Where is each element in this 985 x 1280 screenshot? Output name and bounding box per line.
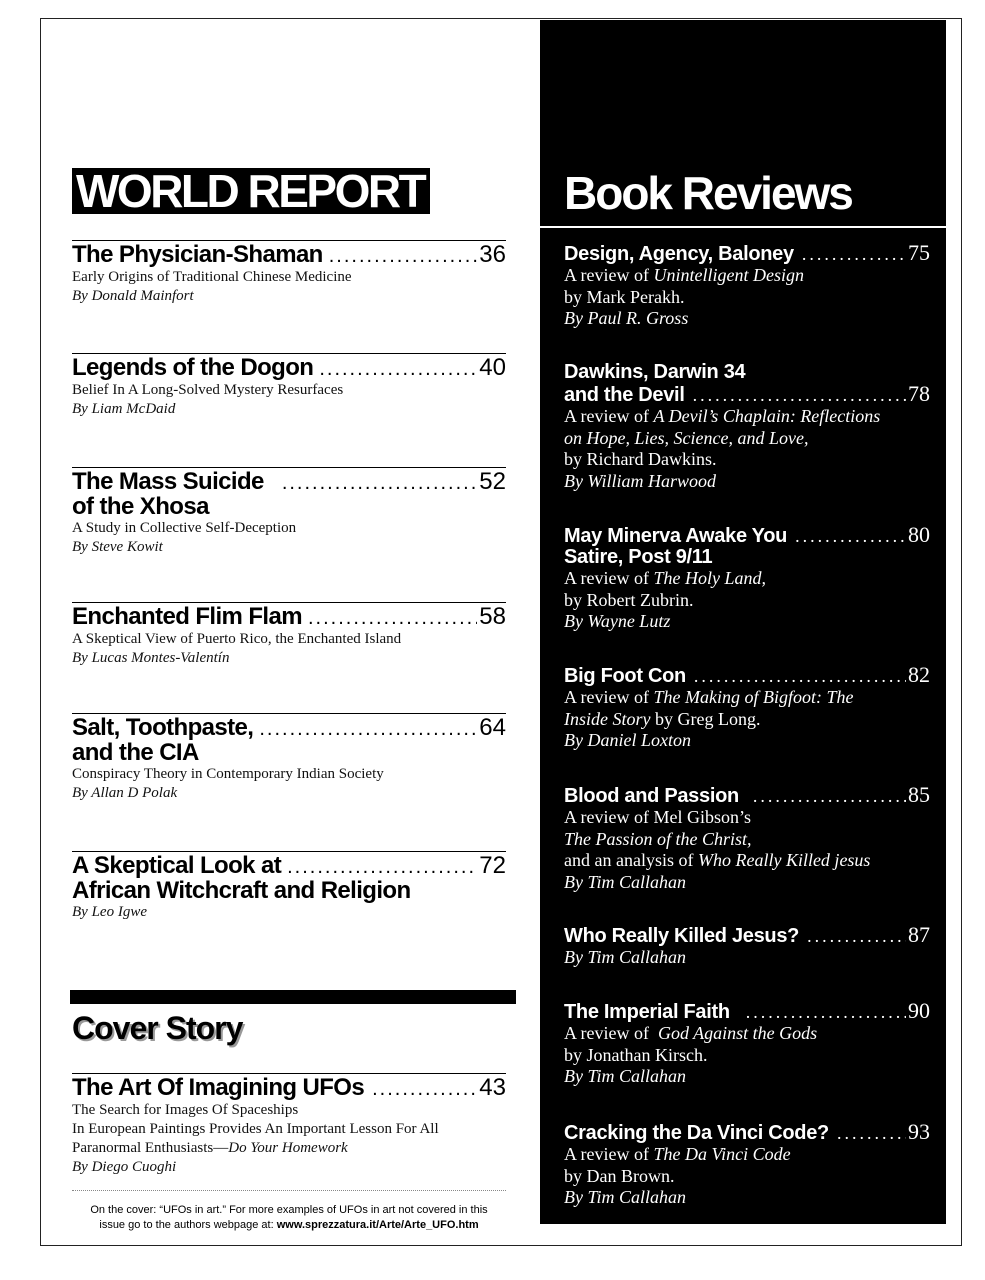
page-number: 64 [479, 714, 506, 741]
article-entry[interactable] [72, 240, 506, 306]
article-subtitle: A Study in Collective Self-Deception [72, 520, 297, 536]
article-subtitle: Conspiracy Theory in Contemporary Indian Society [72, 766, 384, 782]
article-title: The Physician-Shaman [72, 241, 323, 268]
world-report-column [72, 160, 506, 1231]
book-title: Who Really Killed jesus [697, 850, 871, 870]
article-title: Legends of the Dogon [72, 354, 314, 381]
article-entry[interactable] [72, 602, 506, 668]
review-title-line2: Satire, Post 9/11 [564, 546, 713, 568]
page-number: 52 [479, 468, 506, 495]
page-number: 93 [908, 1119, 930, 1144]
divider [540, 226, 946, 228]
page-number: 90 [908, 998, 930, 1023]
review-entry[interactable]: The Imperial Faith ..... 90 A review of God Against the Gods by Jonathan Kirsch. By Tim Callahan [564, 1000, 930, 1088]
review-title: Blood and Passion [564, 785, 739, 807]
article-title: The Mass Suicide [72, 468, 264, 495]
review-entry[interactable]: Cracking the Da Vinci Code? ..... 93 A review of The Da Vinci Code by Dan Brown. By Tim Callahan [564, 1121, 930, 1209]
article-author: By Liam McDaid [72, 401, 176, 417]
article-author: By Allan D Polak [72, 785, 178, 801]
cover-note [72, 1190, 506, 1233]
page-number: 85 [908, 782, 930, 807]
cover-note-url[interactable]: www.sprezzatura.it/Arte/Arte_UFO.htm [276, 1219, 479, 1231]
page-number: 87 [908, 922, 930, 947]
leader-dots [694, 666, 906, 687]
review-author: By Paul R. Gross [564, 308, 689, 328]
review-author: By Tim Callahan [564, 1066, 687, 1086]
book-author: by Dan Brown. [564, 1165, 675, 1186]
leader-dots [259, 718, 477, 741]
page-number: 82 [908, 662, 930, 687]
article-subtitle: Belief In A Long-Solved Mystery Resurfaces [72, 382, 344, 398]
subtitle-italic: Do Your Homework [228, 1140, 348, 1156]
book-author: by Jonathan Kirsch. [564, 1044, 708, 1065]
leader-dots [795, 526, 906, 547]
page-number: 75 [908, 240, 930, 265]
review-author: By Daniel Loxton [564, 730, 691, 750]
article-title: A Skeptical Look at [72, 852, 282, 879]
page-number: 43 [479, 1074, 506, 1101]
review-line: A review of Mel Gibson’s [564, 807, 751, 827]
leader-dots [308, 607, 477, 630]
cover-note-line1: On the cover: “UFOs in art.” For more examples of UFOs in art not covered in this [90, 1204, 488, 1216]
review-title: Dawkins, Darwin 34 [564, 361, 746, 383]
book-title: Unintelligent Design [653, 265, 804, 285]
page-number: 78 [908, 381, 930, 406]
book-author: by Richard Dawkins. [564, 449, 717, 469]
book-author: by Greg Long. [650, 708, 761, 729]
article-title: Salt, Toothpaste, [72, 714, 254, 741]
book-title: The Da Vinci Code [653, 1144, 791, 1164]
article-author: By Steve Kowit [72, 539, 163, 555]
book-title: The Holy Land, [653, 568, 766, 588]
review-title-line2: and the Devil [564, 384, 685, 406]
review-title: Who Really Killed Jesus? [564, 925, 800, 947]
page-number: 58 [479, 603, 506, 630]
review-entry[interactable]: Dawkins, Darwin 34 and the Devil ..... 78 A review of A Devil’s Chaplain: Reflections on Hope, Lies, Science, and Love, by Richard Dawkins. By William Harwood [564, 362, 930, 492]
review-entry[interactable]: Big Foot Con ..... 82 A review of The Making of Bigfoot: The Inside Story by Greg Long. By Daniel Loxton [564, 664, 930, 752]
article-author: By Leo Igwe [72, 904, 147, 920]
cover-note-line2: issue go to the authors webpage at: www.sprezzatura.it/Arte/Arte_UFO.htm [99, 1219, 479, 1231]
article-title: Enchanted Flim Flam [72, 603, 302, 630]
article-subtitle: A Skeptical View of Puerto Rico, the Enchanted Island [72, 631, 402, 647]
review-title: Cracking the Da Vinci Code? [564, 1122, 829, 1144]
page-number: 36 [479, 241, 506, 268]
review-entry[interactable]: Design, Agency, Baloney ..... 75 A review of Unintelligent Design by Mark Perakh. By Paul R. Gross [564, 242, 930, 330]
review-author: By William Harwood [564, 470, 716, 491]
leader-dots [329, 245, 478, 268]
leader-dots [746, 1002, 906, 1023]
article-author: By Diego Cuoghi [72, 1159, 177, 1175]
leader-dots [319, 358, 477, 381]
leader-dots [693, 385, 906, 406]
review-entry[interactable]: Blood and Passion ..... 85 A review of Mel Gibson’s The Passion of the Christ, and an analysis of Who Really Killed jesus By Tim Callahan [564, 784, 930, 893]
review-title: The Imperial Faith [564, 1001, 730, 1023]
review-title: May Minerva Awake You [564, 525, 788, 547]
review-title: Big Foot Con [564, 665, 686, 687]
page-number: 72 [479, 852, 506, 879]
article-subtitle-line: Paranormal Enthusiasts—Do Your Homework [72, 1140, 348, 1156]
book-author: by Mark Perakh. [564, 286, 685, 307]
leader-dots [807, 926, 906, 947]
leader-dots [282, 472, 477, 495]
book-reviews-title: Book Reviews [564, 167, 852, 219]
book-reviews-column [540, 20, 946, 1224]
article-title-line2: African Witchcraft and Religion [72, 877, 411, 904]
article-subtitle: Early Origins of Traditional Chinese Medicine [72, 269, 352, 285]
article-entry[interactable] [72, 713, 506, 803]
review-author: By Tim Callahan [564, 871, 687, 892]
page-number: 40 [479, 354, 506, 381]
leader-dots [802, 244, 906, 265]
world-report-title: WORLD REPORT [72, 168, 430, 214]
page-number: 80 [908, 522, 930, 547]
article-subtitle-line: In European Paintings Provides An Important Lesson For All [72, 1121, 439, 1137]
book-title: The Passion of the Christ, [564, 828, 752, 849]
article-title: The Art Of Imagining UFOs [72, 1074, 365, 1101]
book-title: A Devil’s Chaplain: Reflections [653, 406, 881, 426]
review-author: By Wayne Lutz [564, 611, 671, 631]
leader-dots [837, 1123, 906, 1144]
article-author: By Donald Mainfort [72, 288, 194, 304]
article-author: By Lucas Montes-Valentín [72, 650, 230, 666]
book-title: God Against the Gods [657, 1023, 818, 1043]
leader-dots [372, 1078, 477, 1101]
book-title-line2: Inside Story [564, 708, 651, 729]
review-author: By Tim Callahan [564, 1187, 687, 1207]
article-title-line2: of the Xhosa [72, 493, 209, 520]
article-entry[interactable] [72, 467, 506, 557]
review-author: By Tim Callahan [564, 947, 687, 967]
article-subtitle-line: The Search for Images Of Spaceships [72, 1102, 299, 1118]
review-title: Design, Agency, Baloney [564, 243, 794, 265]
book-title-line2: on Hope, Lies, Science, and Love, [564, 427, 809, 448]
review-entry[interactable]: May Minerva Awake You ..... 80 Satire, Post 9/11 A review of The Holy Land, by Robert Zubrin. By Wayne Lutz [564, 524, 930, 633]
leader-dots [287, 856, 477, 879]
book-title: The Making of Bigfoot: The [653, 687, 854, 707]
article-title-line2: and the CIA [72, 739, 199, 766]
cover-story-bar [70, 990, 516, 1004]
leader-dots [753, 786, 906, 807]
review-entry[interactable] [564, 924, 930, 969]
article-entry[interactable] [72, 851, 506, 922]
book-author: by Robert Zubrin. [564, 589, 694, 610]
article-entry[interactable] [72, 353, 506, 419]
cover-story-title: Cover Story [72, 1010, 243, 1046]
cover-story-entry[interactable] [72, 1073, 506, 1177]
